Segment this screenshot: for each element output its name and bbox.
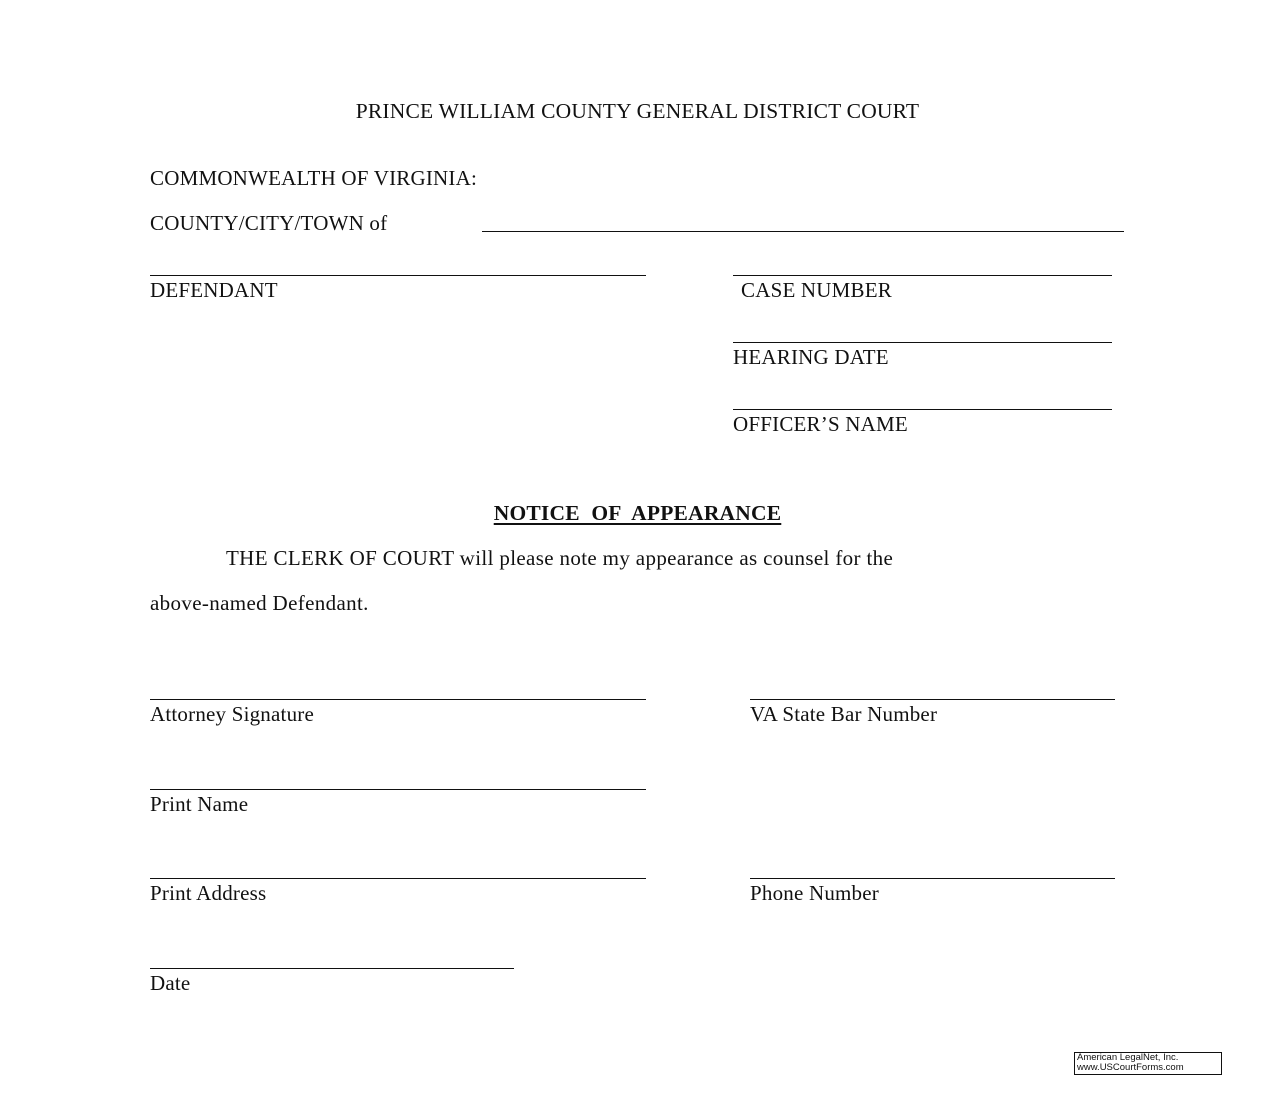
va-state-bar-blank[interactable] xyxy=(750,699,1115,700)
print-address-blank[interactable] xyxy=(150,878,646,879)
va-state-bar-label: VA State Bar Number xyxy=(750,702,938,726)
case-number-label: CASE NUMBER xyxy=(741,278,892,302)
hearing-date-label: HEARING DATE xyxy=(733,345,889,369)
defendant-blank[interactable] xyxy=(150,275,646,276)
publisher-website[interactable]: www.USCourtForms.com xyxy=(1077,1062,1184,1073)
case-number-blank[interactable] xyxy=(733,275,1112,276)
officers-name-blank[interactable] xyxy=(733,409,1112,410)
notice-title xyxy=(0,501,1275,525)
body-text-line-1: THE CLERK OF COURT will please note my appearance as counsel for the xyxy=(226,546,894,570)
notice-title-text: NOTICE OF APPEARANCE xyxy=(493,501,782,525)
county-city-town-blank[interactable] xyxy=(482,231,1124,232)
print-name-blank[interactable] xyxy=(150,789,646,790)
date-blank[interactable] xyxy=(150,968,514,969)
attorney-signature-label: Attorney Signature xyxy=(150,702,314,726)
publisher-name: American LegalNet, Inc. xyxy=(1077,1052,1179,1063)
print-name-label: Print Name xyxy=(150,792,249,816)
print-address-label: Print Address xyxy=(150,881,267,905)
commonwealth-heading: COMMONWEALTH OF VIRGINIA: xyxy=(150,166,478,190)
hearing-date-blank[interactable] xyxy=(733,342,1112,343)
attorney-signature-blank[interactable] xyxy=(150,699,646,700)
publisher-footer xyxy=(1074,1052,1222,1075)
phone-number-blank[interactable] xyxy=(750,878,1115,879)
court-title: PRINCE WILLIAM COUNTY GENERAL DISTRICT COURT xyxy=(355,99,920,123)
date-label: Date xyxy=(150,971,191,995)
body-text-line-2: above-named Defendant. xyxy=(150,591,369,615)
county-city-town-label: COUNTY/CITY/TOWN of xyxy=(150,211,388,235)
phone-number-label: Phone Number xyxy=(750,881,879,905)
officers-name-label: OFFICER’S NAME xyxy=(733,412,908,436)
defendant-label: DEFENDANT xyxy=(150,278,278,302)
